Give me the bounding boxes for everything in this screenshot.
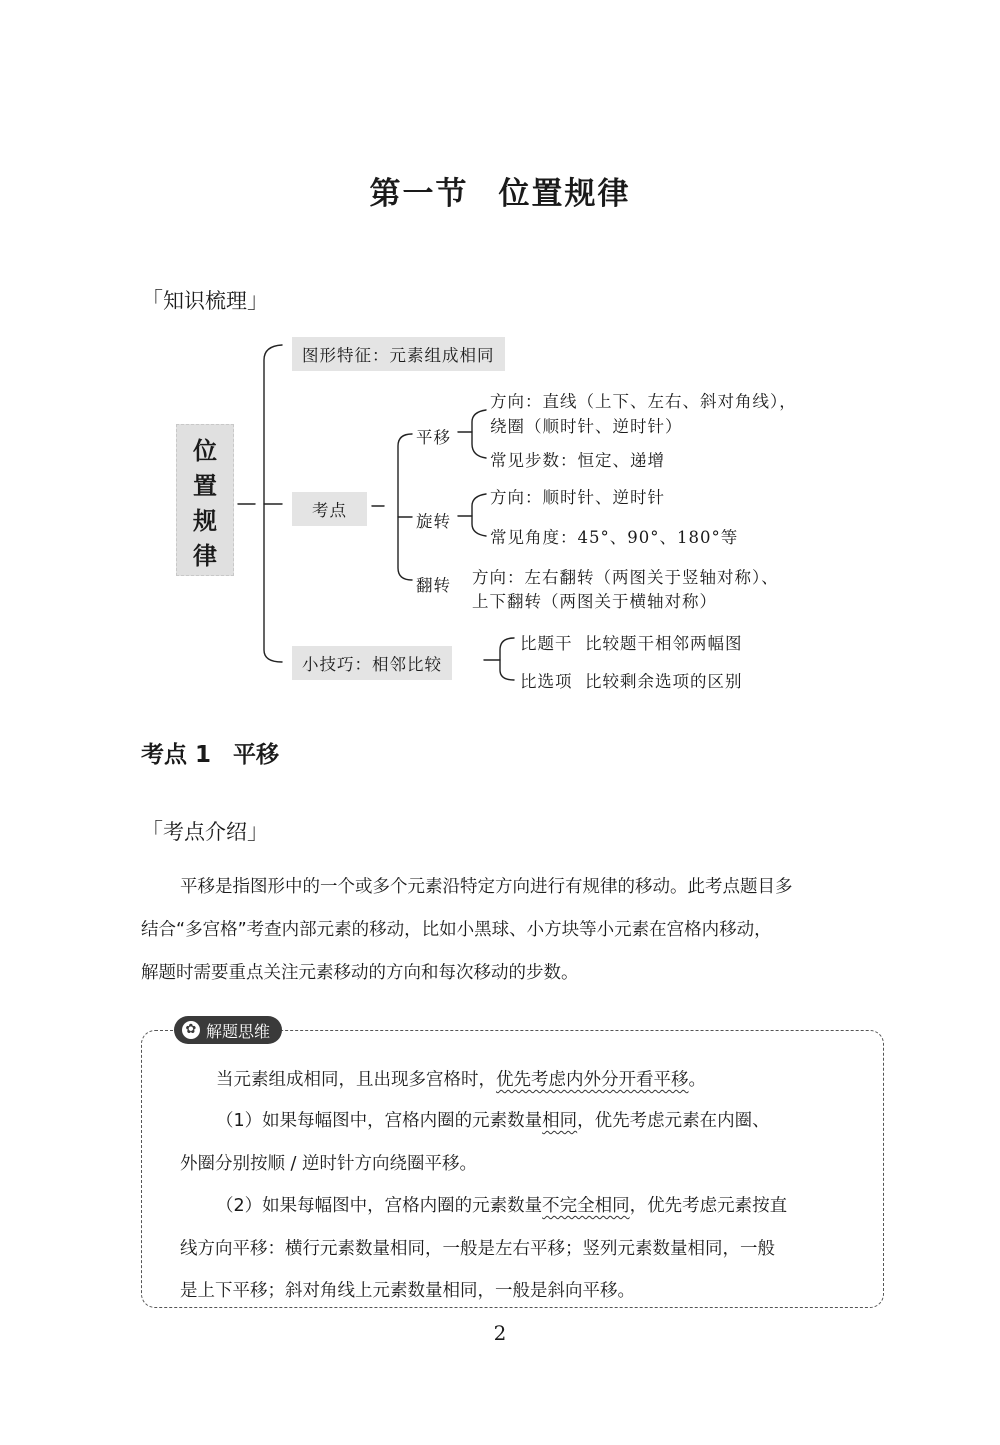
section-label: 考点介绍 xyxy=(163,820,248,844)
section-heading-intro xyxy=(141,815,269,846)
fanzhuan-line1: 方向：左右翻转（两图关于竖轴对称）、 xyxy=(472,568,779,587)
tip-key: 比选项 xyxy=(520,672,573,691)
thinking-p3-cont: 线方向平移：横行元素数量相同，一般是左右平移；竖列元素数量相同，一般 xyxy=(180,1239,775,1259)
branch-kaodian: 考点 xyxy=(292,492,367,526)
sub-pingyi: 平移 xyxy=(416,428,451,447)
intro-line: 平移是指图形中的一个或多个元素沿特定方向进行有规律的移动。此考点题目多 xyxy=(180,877,793,897)
text-span: ，优先考虑元素按直 xyxy=(629,1196,788,1216)
bracket-close: 」 xyxy=(247,820,270,845)
pingyi-brace xyxy=(472,410,486,458)
bracket-open: 「 xyxy=(141,289,164,314)
section-label: 知识梳理 xyxy=(163,289,248,313)
sub-fanzhuan: 翻转 xyxy=(416,576,451,595)
bracket-close: 」 xyxy=(247,289,270,314)
pingyi-line3: 常见步数：恒定、递增 xyxy=(490,451,665,470)
tips-brace xyxy=(500,638,514,680)
badge-label: 解题思维 xyxy=(206,1021,271,1041)
mindmap-root xyxy=(176,424,234,576)
text-span: 。 xyxy=(688,1070,706,1090)
bracket-open: 「 xyxy=(141,820,164,845)
tip-item xyxy=(520,630,743,654)
xuanzhuan-line1: 方向：顺时针、逆时针 xyxy=(490,488,665,507)
kaodian1-name: 平移 xyxy=(233,742,280,768)
xuanzhuan-brace xyxy=(472,494,486,536)
intro-line: 结合“多宫格”考查内部元素的移动，比如小黑球、小方块等小元素在宫格内移动， xyxy=(141,920,772,940)
thinking-p2-cont: 外圈分别按顺 / 逆时针方向绕圈平移。 xyxy=(180,1154,478,1174)
text-span: （2）如果每幅图中，宫格内圈的元素数量 xyxy=(216,1196,543,1216)
text-span: 当元素组成相同，且出现多宫格时， xyxy=(216,1070,496,1090)
kaodian1-heading xyxy=(141,736,279,769)
kaodian1-num: 考点 1 xyxy=(141,742,212,768)
thinking-badge xyxy=(174,1016,282,1044)
emphasis-text: 相同 xyxy=(542,1111,578,1131)
thinking-p3 xyxy=(216,1194,787,1219)
root-char: 置 xyxy=(193,471,217,500)
tip-desc: 比较题干相邻两幅图 xyxy=(585,634,743,653)
sub-xuanzhuan: 旋转 xyxy=(416,512,451,531)
root-char: 律 xyxy=(193,541,217,570)
emphasis-text: 优先考虑内外分开看平移 xyxy=(496,1070,689,1090)
fanzhuan-line2: 上下翻转（两图关于横轴对称） xyxy=(472,592,717,611)
flower-icon: ✿ xyxy=(182,1021,200,1039)
tip-desc: 比较剩余选项的区别 xyxy=(585,672,743,691)
root-char: 位 xyxy=(193,436,217,465)
title-part2: 位置规律 xyxy=(498,176,631,212)
pingyi-line1: 方向：直线（上下、左右、斜对角线）， xyxy=(490,392,797,411)
tip-key: 比题干 xyxy=(520,634,573,653)
text-span: （1）如果每幅图中，宫格内圈的元素数量 xyxy=(216,1111,543,1131)
tip-item xyxy=(520,668,743,692)
xuanzhuan-line2: 常见角度：45°、90°、180°等 xyxy=(490,528,739,547)
intro-line: 解题时需要重点关注元素移动的方向和每次移动的步数。 xyxy=(141,963,579,983)
page-number: 2 xyxy=(493,1321,507,1345)
thinking-p3-end: 是上下平移；斜对角线上元素数量相同，一般是斜向平移。 xyxy=(180,1281,635,1301)
branch-feature: 图形特征：元素组成相同 xyxy=(292,337,505,371)
thinking-p2 xyxy=(216,1109,770,1134)
branch-tip: 小技巧：相邻比较 xyxy=(292,646,452,680)
emphasis-text: 不完全相同 xyxy=(542,1196,630,1216)
text-span: ，优先考虑元素在内圈、 xyxy=(577,1111,770,1131)
thinking-p1 xyxy=(216,1068,706,1093)
root-char: 规 xyxy=(193,506,217,535)
sub-brace xyxy=(398,434,412,580)
pingyi-line2: 绕圈（顺时针、逆时针） xyxy=(490,417,683,436)
title-part1: 第一节 xyxy=(369,176,469,212)
